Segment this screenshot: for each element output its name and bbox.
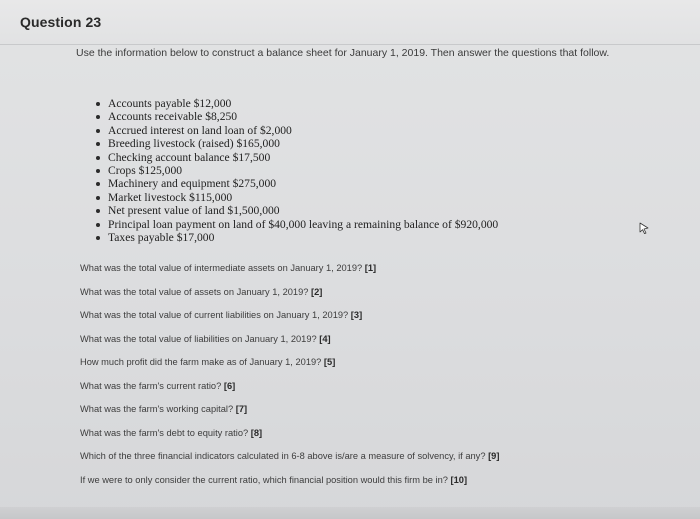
bullet-icon [96,236,100,240]
bullet-icon [96,223,100,227]
question-item: What was the total value of liabilities on January 1, 2019? [4] [80,333,331,344]
bullet-icon [96,169,100,173]
question-item: If we were to only consider the current ratio, which financial position would this firm be in? [10] [80,474,468,485]
marks-label: [9] [488,451,500,461]
financial-items-list [96,97,498,244]
list-item: Accounts receivable $8,250 [96,110,498,123]
questions-list [80,261,499,496]
bottom-divider [0,507,700,519]
bullet-icon [96,129,100,133]
marks-label: [8] [250,427,263,438]
list-item: Principal loan payment on land of $40,000 leaving a remaining balance of $920,000 [96,218,498,231]
question-item: What was the farm's current ratio? [6] [80,380,236,391]
bullet-icon [96,196,100,200]
marks-label: [2] [311,286,323,297]
bullet-icon [96,115,100,119]
list-item: Accounts payable $12,000 [96,97,498,110]
question-header [0,0,700,45]
bullet-icon [96,209,100,213]
question-item: What was the total value of intermediate assets on January 1, 2019? [1] [80,263,377,273]
question-item: What was the farm's working capital? [7] [80,404,248,414]
list-item: Checking account balance $17,500 [96,151,498,164]
question-instruction: Use the information below to construct a balance sheet for January 1, 2019. Then answer the questions that follow. [76,47,610,59]
bullet-icon [96,156,100,160]
mouse-cursor-icon [637,221,651,235]
question-item: Which of the three financial indicators calculated in 6-8 above is/are a measure of solvency, if any? [9] [80,451,500,461]
list-item: Taxes payable $17,000 [96,231,498,244]
list-item: Accrued interest on land loan of $2,000 [96,124,498,137]
bullet-icon [96,182,100,186]
bullet-icon [96,102,100,106]
list-item: Machinery and equipment $275,000 [96,177,498,190]
list-item: Crops $125,000 [96,164,498,177]
marks-label: [5] [323,357,336,367]
question-item: What was the total value of current liabilities on January 1, 2019? [3] [80,310,363,320]
bullet-icon [96,142,100,146]
question-item: What was the total value of assets on January 1, 2019? [2] [80,286,323,297]
list-item: Net present value of land $1,500,000 [96,204,498,217]
marks-label: [4] [319,333,331,344]
marks-label: [10] [450,474,468,485]
list-item: Market livestock $115,000 [96,191,498,204]
marks-label: [6] [223,380,236,391]
question-item: What was the farm's debt to equity ratio? [8] [80,427,263,438]
marks-label: [1] [364,263,377,273]
list-item: Breeding livestock (raised) $165,000 [96,137,498,150]
marks-label: [3] [350,310,363,320]
question-item: How much profit did the farm make as of January 1, 2019? [5] [80,357,336,367]
marks-label: [7] [235,404,248,414]
question-title: Question 23 [20,14,102,30]
